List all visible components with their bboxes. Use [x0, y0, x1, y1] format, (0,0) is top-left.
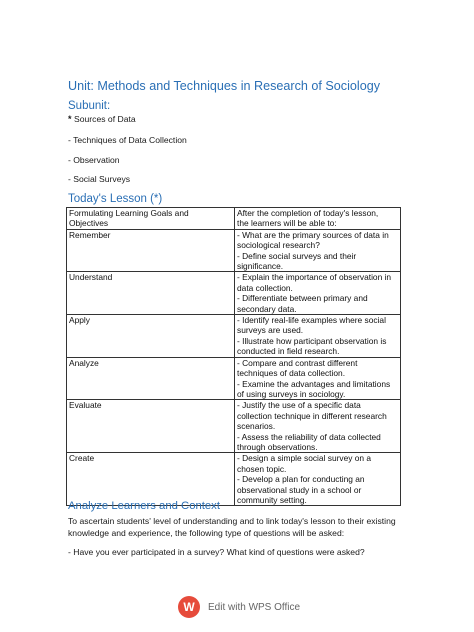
analyze-heading: Analyze Learners and Context — [68, 500, 220, 512]
bloom-level-label: Evaluate — [69, 400, 102, 411]
objective-line: through observations. — [237, 441, 318, 452]
objective-line: conducted in field research. — [237, 346, 340, 357]
bloom-level-label: Apply — [69, 315, 90, 326]
objectives-cell — [235, 315, 401, 358]
paragraph-line: To ascertain students' level of understanding and to link today's lesson to their existing — [68, 516, 396, 526]
bloom-level-label: Analyze — [69, 357, 99, 368]
objective-line: observational study in a school or — [237, 484, 362, 495]
objective-line: - Examine the advantages and limitations — [237, 378, 391, 389]
objective-line: - Design a simple social survey on a — [237, 453, 372, 464]
header-line: Formulating Learning Goals and — [69, 208, 189, 218]
objective-line: - Define social surveys and their — [237, 250, 357, 261]
objective-line: - Assess the reliability of data collected — [237, 431, 381, 442]
bloom-level-cell — [67, 229, 235, 272]
subunit-item: * Sources of Data — [68, 114, 136, 124]
bloom-level-label: Remember — [69, 229, 111, 240]
objective-line: surveys are used. — [237, 325, 304, 336]
lesson-heading: Today's Lesson (*) — [68, 193, 163, 205]
bloom-level-cell — [67, 400, 235, 453]
objective-line: collection technique in different research — [237, 410, 387, 421]
subunit-item: - Observation — [68, 155, 120, 165]
bloom-level-label: Create — [69, 453, 95, 464]
subunit-heading: Subunit: — [68, 100, 111, 112]
bloom-level-cell — [67, 357, 235, 400]
wps-logo-letter: W — [183, 600, 195, 614]
wps-watermark-text: Edit with WPS Office — [208, 601, 301, 613]
table-row — [67, 315, 401, 358]
wps-watermark[interactable] — [178, 596, 300, 618]
objective-line: - Illustrate how participant observation is — [237, 335, 387, 346]
objective-line: data collection. — [237, 282, 293, 293]
question-line: - Have you ever participated in a survey? What kind of questions were asked? — [68, 547, 365, 557]
bloom-level-cell — [67, 315, 235, 358]
header-line: Objectives — [69, 218, 109, 229]
table-row — [67, 229, 401, 272]
objective-line: - Identify real-life examples where social — [237, 315, 386, 326]
objectives-cell — [235, 357, 401, 400]
subunit-item: - Social Surveys — [68, 174, 131, 184]
bloom-level-cell — [67, 272, 235, 315]
objective-line: - What are the primary sources of data in — [237, 229, 389, 240]
wps-logo-icon — [178, 596, 200, 618]
objective-line: secondary data. — [237, 303, 297, 314]
table-row — [67, 400, 401, 453]
subunit-item: - Techniques of Data Collection — [68, 135, 187, 145]
objective-line: techniques of data collection. — [237, 368, 346, 379]
objectives-cell — [235, 453, 401, 506]
table-header-row — [67, 208, 401, 230]
bloom-level-label: Understand — [69, 272, 113, 283]
objective-line: sociological research? — [237, 240, 320, 251]
objective-line: - Justify the use of a specific data — [237, 400, 361, 411]
header-line: the learners will be able to: — [237, 218, 337, 229]
learning-goals-table — [66, 207, 401, 506]
objective-line: - Explain the importance of observation in — [237, 272, 392, 283]
objective-line: - Develop a plan for conducting an — [237, 474, 365, 485]
objectives-cell — [235, 272, 401, 315]
objective-line: chosen topic. — [237, 463, 287, 474]
objective-line: - Differentiate between primary and — [237, 293, 368, 304]
objective-line: significance. — [237, 261, 284, 272]
objective-line: of using surveys in sociology. — [237, 388, 346, 399]
subunit-item-text: Sources of Data — [74, 114, 136, 124]
table-row — [67, 357, 401, 400]
header-cell-goals — [67, 208, 235, 230]
header-line: After the completion of today's lesson, — [237, 208, 379, 218]
objective-line: community setting. — [237, 494, 307, 505]
objective-line: - Compare and contrast different — [237, 357, 358, 368]
objectives-cell — [235, 229, 401, 272]
unit-title: Unit: Methods and Techniques in Research of Sociology — [68, 79, 380, 93]
objective-line: scenarios. — [237, 421, 276, 432]
paragraph-line: knowledge and experience, the following type of questions will be asked: — [68, 528, 345, 538]
header-cell-outcomes — [235, 208, 401, 230]
bloom-level-cell — [67, 453, 235, 506]
table-row — [67, 272, 401, 315]
objectives-cell — [235, 400, 401, 453]
table-row — [67, 453, 401, 506]
